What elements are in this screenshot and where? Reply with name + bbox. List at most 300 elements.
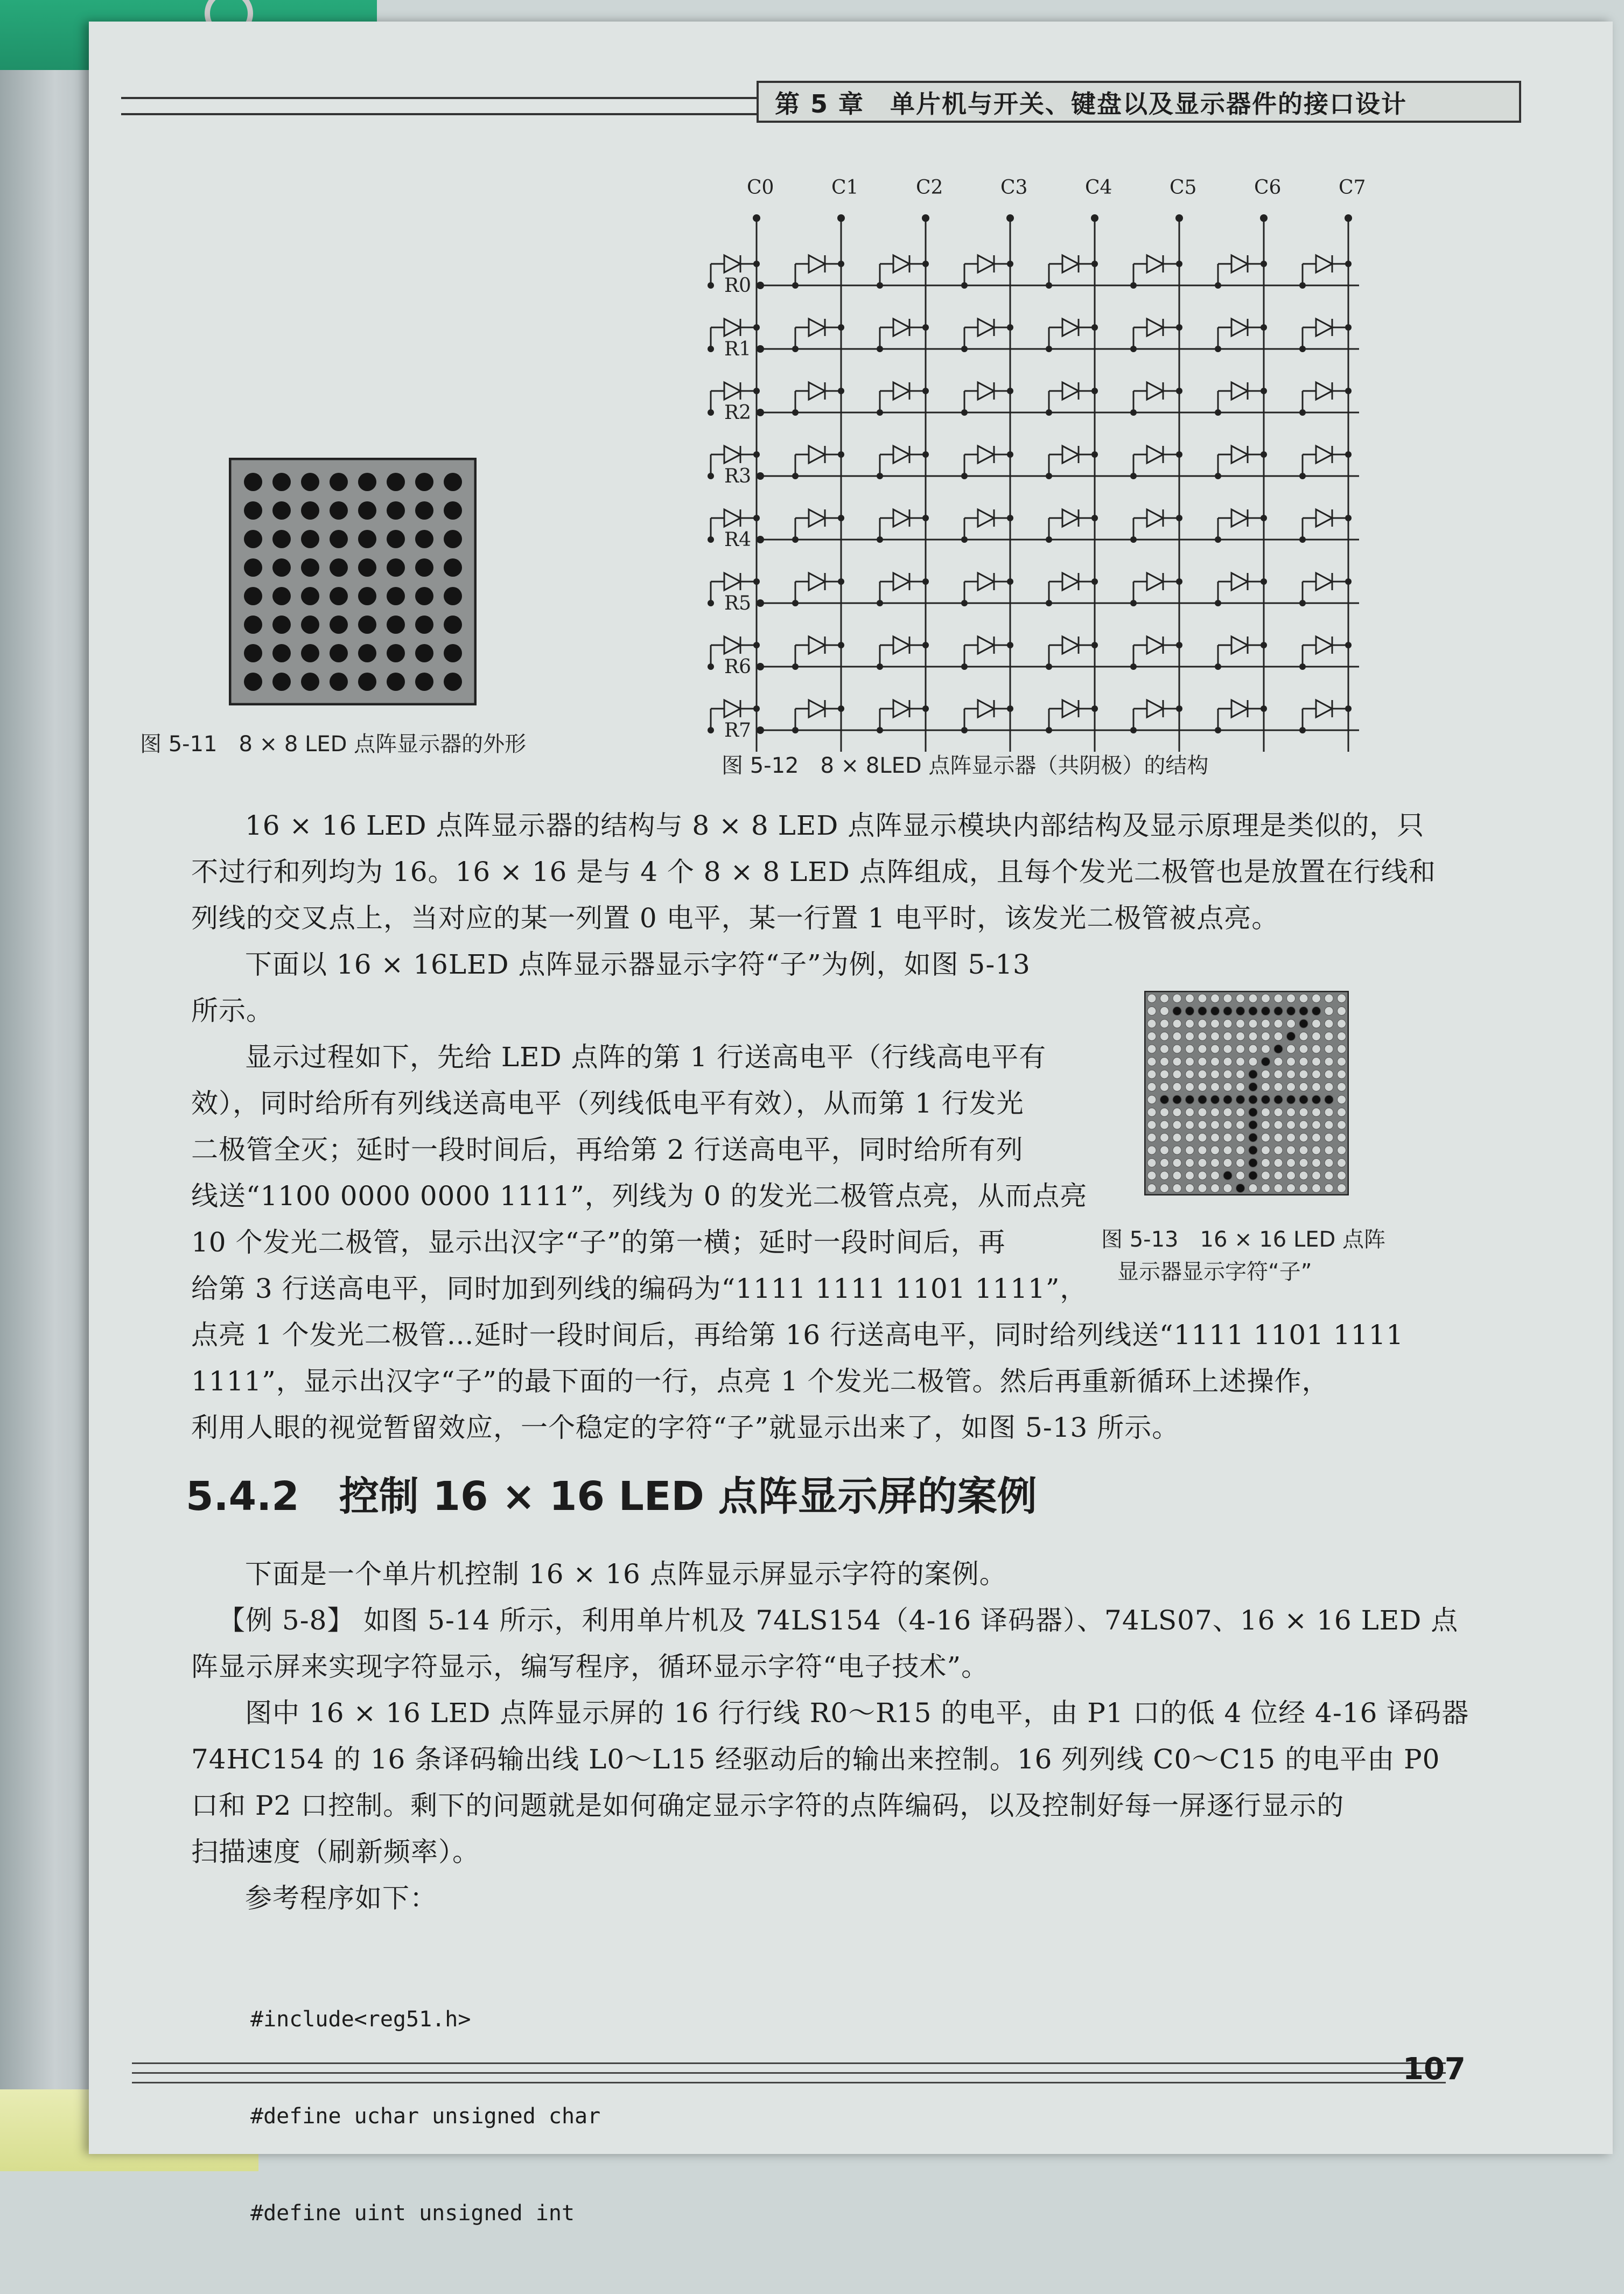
- diode-symbol: [1062, 319, 1079, 336]
- diode-symbol: [893, 637, 909, 654]
- led-dot: [330, 473, 348, 491]
- code-line: #define uint unsigned int: [250, 2201, 575, 2226]
- diode-symbol: [1062, 509, 1079, 527]
- led-dot-off: [1198, 1019, 1207, 1028]
- junction-dot: [1046, 282, 1052, 289]
- diode-symbol: [724, 509, 740, 527]
- diode-symbol: [1062, 637, 1079, 654]
- led-dot: [444, 558, 462, 577]
- diode-symbol: [893, 573, 909, 590]
- led-dot: [444, 616, 462, 634]
- junction-dot: [1215, 663, 1221, 670]
- junction-dot: [708, 473, 714, 479]
- diode-symbol: [1147, 319, 1163, 336]
- junction-dot: [1130, 600, 1137, 606]
- book-page: [89, 22, 1613, 2226]
- junction-dot: [877, 346, 883, 352]
- led-dot-off: [1198, 994, 1207, 1003]
- diode-symbol: [809, 255, 825, 272]
- led-dot-off: [1160, 994, 1169, 1003]
- diode-symbol: [1231, 382, 1248, 400]
- junction-dot: [922, 642, 929, 648]
- led-dot: [301, 530, 319, 548]
- junction-dot: [922, 705, 929, 712]
- paragraph: [191, 941, 1031, 1034]
- diode-symbol: [978, 509, 994, 527]
- led-dot: [415, 673, 433, 691]
- junction-dot: [877, 600, 883, 606]
- diode-symbol: [1147, 382, 1163, 400]
- junction-dot: [1345, 578, 1352, 585]
- page-number: 107: [1403, 2052, 1466, 2087]
- led-8x8-circuit-diagram: [627, 151, 1500, 775]
- diode-symbol: [1062, 446, 1079, 463]
- junction-dot: [753, 705, 760, 712]
- diode-symbol: [1147, 573, 1163, 590]
- led-dot-off: [1287, 1019, 1296, 1028]
- text-line: 74HC154 的 16 条译码输出线 L0～L15 经驱动后的输出来控制。16 列列线 C0～C15 的电平由 P0: [191, 1744, 1440, 1775]
- led-dot-off: [1211, 994, 1220, 1003]
- led-dot-off: [1186, 1019, 1194, 1028]
- junction-dot: [708, 346, 714, 352]
- led-dot: [387, 587, 405, 605]
- led-dot: [301, 616, 319, 634]
- footer-rule: [132, 2082, 1446, 2083]
- diode-symbol: [1231, 637, 1248, 654]
- diode-symbol: [978, 255, 994, 272]
- paragraph: [191, 802, 1436, 941]
- led-dot: [330, 530, 348, 548]
- junction-dot: [877, 663, 883, 670]
- led-dot-lit: [1262, 1007, 1270, 1016]
- led-dot: [244, 616, 262, 634]
- diode-symbol: [809, 700, 825, 717]
- led-dot: [387, 501, 405, 520]
- led-dot-off: [1274, 1019, 1283, 1028]
- text-line: 下面是一个单片机控制 16 × 16 点阵显示屏显示字符的案例。: [245, 1558, 1007, 1590]
- junction-dot: [1091, 451, 1098, 458]
- led-dot: [272, 644, 291, 662]
- led-dot: [244, 501, 262, 520]
- junction-dot: [961, 536, 968, 543]
- led-dot: [415, 616, 433, 634]
- junction-dot: [1046, 600, 1052, 606]
- led-dot-lit: [1223, 1007, 1232, 1016]
- junction-dot: [1261, 578, 1267, 585]
- code-block: [250, 1939, 600, 2294]
- junction-dot: [1046, 346, 1052, 352]
- diode-symbol: [809, 509, 825, 527]
- junction-dot: [1007, 261, 1013, 267]
- junction-dot: [792, 409, 799, 416]
- junction-dot: [838, 388, 844, 394]
- junction-dot: [1176, 451, 1182, 458]
- led-dot: [358, 501, 376, 520]
- led-dot-off: [1223, 1019, 1232, 1028]
- diode-symbol: [724, 255, 740, 272]
- led-dot: [444, 644, 462, 662]
- junction-dot: [708, 409, 714, 416]
- junction-dot: [1007, 578, 1013, 585]
- text-line: 二极管全灭；延时一段时间后，再给第 2 行送高电平，同时给所有列: [191, 1134, 1024, 1165]
- led-dot-off: [1236, 994, 1245, 1003]
- led-dot-lit: [1211, 1007, 1220, 1016]
- junction-dot: [792, 727, 799, 733]
- junction-dot: [753, 324, 760, 331]
- junction-dot: [877, 409, 883, 416]
- text-line: 16 × 16 LED 点阵显示器的结构与 8 × 8 LED 点阵显示模块内部结构及显示原理是类似的，只: [245, 810, 1425, 841]
- junction-dot: [792, 346, 799, 352]
- diode-symbol: [1147, 509, 1163, 527]
- led-dot: [444, 473, 462, 491]
- column-label: C6: [1254, 177, 1282, 199]
- diode-symbol: [1316, 700, 1332, 717]
- junction-dot: [1130, 727, 1137, 733]
- diode-symbol: [809, 382, 825, 400]
- row-label: R7: [724, 719, 752, 742]
- led-dot: [301, 558, 319, 577]
- led-dot: [330, 501, 348, 520]
- junction-dot: [792, 600, 799, 606]
- row-label: R3: [724, 465, 752, 487]
- junction-dot: [1176, 515, 1182, 521]
- text-line: 不过行和列均为 16。16 × 16 是与 4 个 8 × 8 LED 点阵组成，且每个发光二极管也是放置在行线和: [191, 856, 1436, 887]
- led-dot-off: [1338, 994, 1346, 1003]
- diode-symbol: [978, 637, 994, 654]
- junction-dot: [753, 515, 760, 521]
- junction-dot: [792, 536, 799, 543]
- led-dot: [415, 473, 433, 491]
- led-dot: [272, 558, 291, 577]
- led-dot-lit: [1274, 1007, 1283, 1016]
- diode-symbol: [1062, 382, 1079, 400]
- junction-dot: [1130, 536, 1137, 543]
- junction-dot: [1046, 473, 1052, 479]
- led-dot-off: [1173, 994, 1181, 1003]
- chapter-header: 第 5 章 单片机与开关、键盘以及显示器件的接口设计: [757, 81, 1521, 123]
- junction-dot: [922, 261, 929, 267]
- junction-dot: [877, 727, 883, 733]
- diode-symbol: [724, 573, 740, 590]
- text-line: 显示过程如下，先给 LED 点阵的第 1 行送高电平（行线高电平有: [245, 1041, 1047, 1073]
- junction-dot: [877, 536, 883, 543]
- junction-dot: [753, 261, 760, 267]
- diode-symbol: [1062, 700, 1079, 717]
- junction-dot: [1299, 473, 1306, 479]
- junction-dot: [1046, 727, 1052, 733]
- junction-dot: [961, 663, 968, 670]
- diode-symbol: [893, 319, 909, 336]
- junction-dot: [1299, 409, 1306, 416]
- diode-symbol: [978, 446, 994, 463]
- diode-symbol: [809, 446, 825, 463]
- led-dot-off: [1338, 1019, 1346, 1028]
- figure-caption-5-12: 图 5-12 8 × 8LED 点阵显示器（共阴极）的结构: [722, 753, 1209, 778]
- junction-dot: [1299, 282, 1306, 289]
- led-dot: [301, 501, 319, 520]
- junction-dot: [708, 600, 714, 606]
- diode-symbol: [978, 700, 994, 717]
- junction-dot: [1130, 663, 1137, 670]
- junction-dot: [1007, 515, 1013, 521]
- junction-dot: [1299, 663, 1306, 670]
- junction-dot: [922, 388, 929, 394]
- led-dot-off: [1325, 1019, 1333, 1028]
- diode-symbol: [1231, 446, 1248, 463]
- junction-dot: [961, 727, 968, 733]
- junction-dot: [961, 473, 968, 479]
- led-dot: [301, 673, 319, 691]
- code-line: #include<reg51.h>: [250, 2007, 471, 2032]
- junction-dot: [1130, 473, 1137, 479]
- diode-symbol: [1316, 509, 1332, 527]
- text-line: 扫描速度（刷新频率）。: [191, 1836, 480, 1868]
- led-dot: [387, 558, 405, 577]
- junction-dot: [1176, 324, 1182, 331]
- junction-dot: [708, 282, 714, 289]
- led-dot: [272, 616, 291, 634]
- led-dot-lit: [1249, 1007, 1257, 1016]
- diode-symbol: [893, 382, 909, 400]
- junction-dot: [1261, 705, 1267, 712]
- led-dot-off: [1262, 994, 1270, 1003]
- led-dot-off: [1274, 994, 1283, 1003]
- led-dot: [244, 673, 262, 691]
- diode-symbol: [1147, 700, 1163, 717]
- junction-dot: [708, 727, 714, 733]
- diode-symbol: [809, 637, 825, 654]
- text-line: 参考程序如下：: [245, 1883, 437, 1914]
- diode-symbol: [724, 446, 740, 463]
- junction-dot: [1130, 409, 1137, 416]
- text-line: 口和 P2 口控制。剩下的问题就是如何确定显示字符的点阵编码，以及控制好每一屏逐行显示的: [191, 1790, 1345, 1821]
- junction-dot: [1046, 663, 1052, 670]
- led-dot: [444, 673, 462, 691]
- junction-dot: [792, 282, 799, 289]
- led-dot-lit: [1312, 1007, 1321, 1016]
- junction-dot: [1091, 642, 1098, 648]
- led-dot: [387, 673, 405, 691]
- text-line: 1111”，显示出汉字“子”的最下面的一行，点亮 1 个发光二极管。然后再重新循环上述操作，: [191, 1366, 1329, 1397]
- led-dot: [301, 473, 319, 491]
- junction-dot: [838, 451, 844, 458]
- diode-symbol: [724, 319, 740, 336]
- text-line: 列线的交叉点上，当对应的某一列置 0 电平，某一行置 1 电平时，该发光二极管被点亮。: [191, 903, 1279, 934]
- diode-symbol: [893, 255, 909, 272]
- led-dot: [244, 644, 262, 662]
- led-dot: [330, 673, 348, 691]
- junction-dot: [1215, 473, 1221, 479]
- row-label: R5: [724, 592, 752, 614]
- led-dot-off: [1186, 994, 1194, 1003]
- led-dot-off: [1147, 994, 1156, 1003]
- junction-dot: [1007, 388, 1013, 394]
- led-dot-off: [1287, 994, 1296, 1003]
- diode-symbol: [1316, 637, 1332, 654]
- diode-symbol: [1231, 509, 1248, 527]
- diode-symbol: [1316, 255, 1332, 272]
- text-line: 10 个发光二极管，显示出汉字“子”的第一横；延时一段时间后，再: [191, 1227, 1006, 1258]
- footer-rule: [132, 2062, 1446, 2064]
- row-label: R6: [724, 656, 752, 678]
- row-label: R0: [724, 275, 752, 297]
- diode-symbol: [809, 319, 825, 336]
- led-dot-lit: [1186, 1007, 1194, 1016]
- text-line: 给第 3 行送高电平，同时加到列线的编码为“1111 1111 1101 1111”，: [191, 1273, 1088, 1304]
- diode-symbol: [978, 319, 994, 336]
- junction-dot: [753, 451, 760, 458]
- led-dot: [387, 616, 405, 634]
- junction-dot: [1130, 346, 1137, 352]
- junction-dot: [1091, 324, 1098, 331]
- led-dot: [272, 530, 291, 548]
- diode-symbol: [1231, 573, 1248, 590]
- junction-dot: [922, 515, 929, 521]
- row-label: R4: [724, 529, 752, 551]
- led-dot: [358, 558, 376, 577]
- junction-dot: [1215, 536, 1221, 543]
- diode-symbol: [809, 573, 825, 590]
- diode-symbol: [724, 382, 740, 400]
- led-dot-lit: [1236, 1007, 1245, 1016]
- code-line: #define uchar unsigned char: [250, 2104, 601, 2129]
- junction-dot: [1345, 261, 1352, 267]
- text-line: 利用人眼的视觉暂留效应，一个稳定的字符“子”就显示出来了，如图 5-13 所示。: [191, 1412, 1180, 1443]
- junction-dot: [1176, 705, 1182, 712]
- junction-dot: [1091, 578, 1098, 585]
- diode-symbol: [1231, 319, 1248, 336]
- junction-dot: [1345, 388, 1352, 394]
- junction-dot: [708, 663, 714, 670]
- diode-symbol: [893, 446, 909, 463]
- led-dot-lit: [1299, 1019, 1308, 1028]
- text-line: 效），同时给所有列线送高电平（列线低电平有效），从而第 1 行发光: [191, 1088, 1024, 1119]
- junction-dot: [1091, 515, 1098, 521]
- led-dot: [358, 616, 376, 634]
- binder-edge: [0, 0, 92, 2171]
- column-label: C7: [1339, 177, 1366, 199]
- junction-dot: [1345, 705, 1352, 712]
- junction-dot: [1007, 451, 1013, 458]
- diode-symbol: [1316, 382, 1332, 400]
- led-dot-lit: [1173, 1007, 1181, 1016]
- led-dot: [244, 473, 262, 491]
- led-dot: [358, 473, 376, 491]
- led-dot: [387, 530, 405, 548]
- junction-dot: [1007, 705, 1013, 712]
- junction-dot: [1299, 536, 1306, 543]
- junction-dot: [753, 388, 760, 394]
- led-8x8-outline-figure: [229, 458, 477, 705]
- led-dot-off: [1312, 1019, 1321, 1028]
- junction-dot: [1176, 642, 1182, 648]
- led-dot: [272, 587, 291, 605]
- led-dot-off: [1325, 1007, 1333, 1016]
- led-dot-off: [1160, 1019, 1169, 1028]
- led-dot-off: [1249, 994, 1257, 1003]
- diode-symbol: [893, 700, 909, 717]
- figure-caption-5-13-line1: 图 5-13 16 × 16 LED 点阵: [1101, 1227, 1386, 1252]
- junction-dot: [1007, 324, 1013, 331]
- junction-dot: [792, 473, 799, 479]
- junction-dot: [1176, 388, 1182, 394]
- led-dot-off: [1262, 1019, 1270, 1028]
- led-dot: [387, 473, 405, 491]
- diode-symbol: [1147, 637, 1163, 654]
- diode-symbol: [978, 382, 994, 400]
- led-dot: [244, 587, 262, 605]
- diode-symbol: [978, 573, 994, 590]
- junction-dot: [838, 261, 844, 267]
- junction-dot: [922, 578, 929, 585]
- column-label: C0: [747, 177, 774, 199]
- text-line: 线送“1100 0000 0000 1111”，列线为 0 的发光二极管点亮，从而点亮: [191, 1180, 1088, 1212]
- led-dot-lit: [1198, 1007, 1207, 1016]
- led-dot: [415, 587, 433, 605]
- led-dot: [301, 587, 319, 605]
- led-dot: [244, 558, 262, 577]
- diode-symbol: [1316, 319, 1332, 336]
- led-dot: [272, 673, 291, 691]
- led-dot: [330, 587, 348, 605]
- led-dot-off: [1223, 994, 1232, 1003]
- junction-dot: [961, 282, 968, 289]
- led-dot: [444, 530, 462, 548]
- junction-dot: [1345, 324, 1352, 331]
- junction-dot: [1046, 409, 1052, 416]
- led-dot-lit: [1287, 1007, 1296, 1016]
- junction-dot: [1345, 515, 1352, 521]
- led-dot: [244, 530, 262, 548]
- text-line: 所示。: [191, 995, 274, 1026]
- text-line: 图中 16 × 16 LED 点阵显示屏的 16 行行线 R0～R15 的电平，由 P1 口的低 4 位经 4-16 译码器: [245, 1697, 1469, 1729]
- junction-dot: [838, 578, 844, 585]
- junction-dot: [838, 705, 844, 712]
- junction-dot: [1215, 409, 1221, 416]
- diode-symbol: [724, 700, 740, 717]
- junction-dot: [877, 282, 883, 289]
- figure-caption-5-11: 图 5-11 8 × 8 LED 点阵显示器的外形: [140, 732, 527, 757]
- junction-dot: [1176, 578, 1182, 585]
- led-dot-off: [1249, 1019, 1257, 1028]
- junction-dot: [708, 536, 714, 543]
- junction-dot: [1046, 536, 1052, 543]
- junction-dot: [1261, 388, 1267, 394]
- junction-dot: [1176, 261, 1182, 267]
- led-dot: [301, 644, 319, 662]
- junction-dot: [838, 324, 844, 331]
- led-dot: [358, 530, 376, 548]
- led-dot-off: [1147, 1019, 1156, 1028]
- junction-dot: [1130, 282, 1137, 289]
- led-dot-off: [1299, 994, 1308, 1003]
- diode-symbol: [1316, 573, 1332, 590]
- text-line: 【例 5-8】 如图 5-14 所示，利用单片机及 74LS154（4-16 译码器）、74LS07、16 × 16 LED 点: [218, 1605, 1459, 1636]
- paragraph: [191, 1551, 1469, 1921]
- led-dot: [272, 501, 291, 520]
- led-dot: [272, 473, 291, 491]
- led-dot: [387, 644, 405, 662]
- led-dot: [415, 501, 433, 520]
- led-dot: [330, 558, 348, 577]
- led-dot-off: [1338, 1007, 1346, 1016]
- led-dot: [444, 587, 462, 605]
- footer-rule: [132, 2072, 1446, 2074]
- junction-dot: [1261, 642, 1267, 648]
- led-dot: [358, 587, 376, 605]
- figure-caption-5-13-line2: 显示器显示字符“子”: [1117, 1260, 1312, 1284]
- led-dot-off: [1312, 994, 1321, 1003]
